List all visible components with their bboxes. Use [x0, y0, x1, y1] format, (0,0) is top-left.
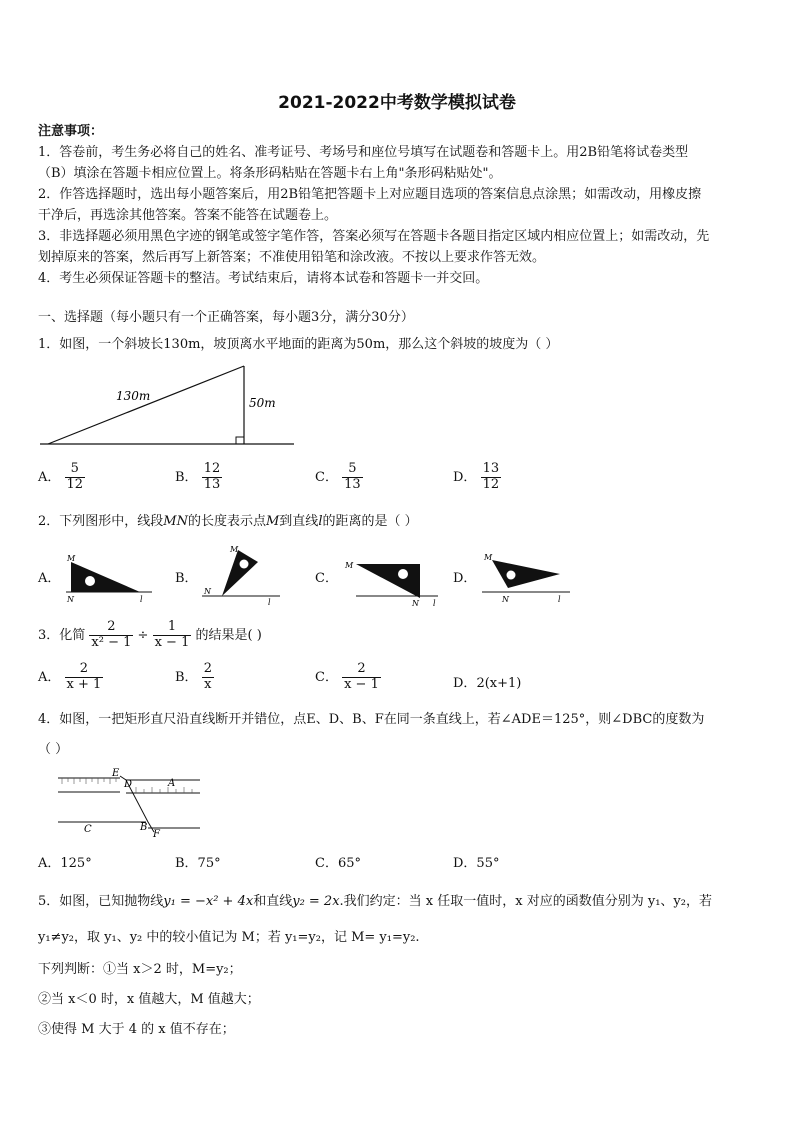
numerator: 2	[203, 661, 212, 676]
q5-text: 5．如图，已知抛物线	[38, 894, 164, 909]
q2-var: M	[265, 514, 280, 529]
q2-stem	[38, 510, 418, 529]
notice-line: （B）填涂在答题卡相应位置上。将条形码粘贴在答题卡右上角"条形码粘贴处"。	[38, 166, 502, 181]
option-c[interactable]	[315, 462, 363, 493]
right-angle-mark	[236, 437, 244, 444]
label-d: D	[124, 779, 133, 790]
option-b[interactable]	[175, 662, 214, 693]
option-d[interactable]: D．	[453, 571, 477, 586]
label-m: M	[484, 553, 493, 562]
option-letter: B．	[175, 469, 198, 485]
fraction	[202, 662, 214, 693]
option-c[interactable]	[315, 662, 381, 693]
option-letter: D．	[453, 676, 477, 691]
q2-var: l	[318, 514, 323, 529]
q2-figure-a	[64, 552, 156, 604]
section-heading: 一、选择题（每小题只有一个正确答案，每小题3分，满分30分）	[38, 310, 414, 325]
denominator: x + 1	[66, 676, 102, 692]
denominator: 12	[66, 476, 84, 492]
option-a[interactable]	[38, 462, 85, 493]
label-l: l	[433, 599, 436, 608]
option-letter: D．	[453, 469, 477, 485]
numerator: 2	[79, 661, 89, 676]
option-letter: C．	[315, 469, 338, 485]
notice-line: 干净后，再选涂其他答案。答案不能答在试题卷上。	[38, 208, 338, 223]
q5-statement: ③使得 M 大于 4 的 x 值不存在；	[38, 1022, 235, 1037]
label-n: N	[67, 595, 74, 604]
numerator: 1	[167, 619, 177, 634]
q2-text: 的距离的是（ ）	[322, 514, 418, 529]
q5-statement: ②当 x＜0 时，x 值越大，M 值越大；	[38, 992, 260, 1007]
q5-formula: y₂ = 2x	[292, 894, 340, 909]
label-e: E	[112, 768, 120, 779]
denominator: x − 1	[344, 676, 379, 692]
denominator: x − 1	[154, 634, 190, 650]
q4-paren: （ ）	[38, 742, 69, 757]
q1-slope-figure	[36, 360, 298, 450]
exam-title: 2021-2022中考数学模拟试卷	[278, 93, 516, 113]
notice-line: 3．非选择题必须用黑色字迹的钢笔或签字笔作答，答案必须写在答题卡各题目指定区域内相应位置上；如需改动，先	[38, 229, 710, 244]
q3-text: 的结果是( )	[195, 627, 262, 643]
q5-text: 下列判断：	[38, 962, 104, 977]
fraction	[153, 620, 192, 651]
option-letter: A．	[38, 669, 61, 685]
fraction	[481, 462, 502, 493]
operator: ÷	[137, 627, 149, 643]
q2-text: 的长度表示点	[187, 514, 266, 529]
option-letter: A．	[38, 469, 61, 485]
denominator: 13	[344, 476, 361, 492]
notice-line: 划掉原来的答案，然后再写上新答案；不准使用铅笔和涂改液。不按以上要求作答无效。	[38, 250, 546, 265]
option-d[interactable]: D．55°	[453, 856, 500, 871]
q3-stem	[38, 620, 262, 651]
option-text: 2(x+1)	[476, 676, 522, 691]
q3-text: 3．化简	[38, 627, 86, 643]
option-a[interactable]: A．125°	[38, 856, 92, 871]
label-m: M	[230, 545, 239, 554]
label-m: M	[67, 554, 76, 563]
q2-text: 2．下列图形中，线段	[38, 514, 164, 529]
q2-text: 到直线	[279, 514, 319, 529]
option-letter: B．	[175, 669, 198, 685]
q2-var: MN	[163, 514, 188, 529]
q2-figure-d	[480, 548, 572, 606]
label-n: N	[502, 595, 509, 604]
slope-line	[48, 366, 244, 444]
option-c[interactable]: C．65°	[315, 856, 361, 871]
option-c[interactable]: C．	[315, 571, 338, 586]
notice-heading: 注意事项：	[38, 124, 104, 139]
numerator: 5	[70, 461, 79, 476]
q5-formula: y₁ = −x² + 4x	[163, 894, 254, 909]
denominator: x	[204, 676, 212, 692]
fraction	[89, 620, 133, 651]
numerator: 12	[203, 461, 221, 476]
height-label: 50m	[249, 396, 276, 410]
label-n: N	[412, 599, 419, 608]
q5-text: .我们约定：当 x 任取一值时，x 对应的函数值分别为 y₁、y₂，若	[339, 894, 712, 909]
denominator: 13	[203, 476, 221, 492]
notice-line: 1．答卷前，考生务必将自己的姓名、准考证号、考场号和座位号填写在试题卷和答题卡上。用2B铅笔将试卷类型	[38, 145, 689, 160]
q2-figure-c	[342, 556, 442, 608]
option-b[interactable]: B．	[175, 571, 198, 586]
label-b: B	[140, 822, 148, 833]
option-a[interactable]	[38, 662, 103, 693]
option-letter: C．	[315, 669, 338, 685]
q5-text: 和直线	[253, 894, 293, 909]
slope-label: 130m	[116, 389, 151, 403]
label-m: M	[345, 561, 354, 570]
q4-ruler-figure	[56, 766, 204, 838]
label-f: F	[153, 829, 160, 838]
label-l: l	[268, 598, 271, 606]
numerator: 5	[348, 461, 357, 476]
fraction	[65, 462, 86, 493]
fraction	[202, 462, 223, 493]
q5-statement: ①当 x＞2 时，M=y₂；	[103, 962, 242, 977]
numerator: 2	[357, 661, 366, 676]
label-a: A	[168, 778, 176, 789]
numerator: 13	[482, 461, 500, 476]
q1-stem: 1．如图，一个斜坡长130m，坡顶离水平地面的距离为50m，那么这个斜坡的坡度为（ ）	[38, 337, 559, 352]
fraction	[342, 662, 381, 693]
fraction	[65, 662, 104, 693]
q5-line2: y₁≠y₂，取 y₁、y₂ 中的较小值记为 M；若 y₁=y₂，记 M= y₁=y₂.	[38, 930, 420, 945]
q2-figure-b	[200, 544, 282, 606]
option-b[interactable]: B．75°	[175, 856, 221, 871]
label-c: C	[84, 824, 92, 835]
option-a[interactable]: A．	[38, 571, 61, 586]
label-l: l	[558, 595, 561, 604]
notice-line: 2．作答选择题时，选出每小题答案后，用2B铅笔把答题卡上对应题目选项的答案信息点涂黑；如需改动，用橡皮擦	[38, 187, 702, 202]
fraction	[342, 462, 363, 493]
q4-stem: 4．如图，一把矩形直尺沿直线断开并错位，点E、D、B、F在同一条直线上，若∠ADE＝125°，则∠DBC的度数为	[38, 712, 705, 727]
label-n: N	[204, 587, 211, 596]
denominator: 12	[482, 476, 500, 492]
option-d[interactable]	[453, 672, 521, 691]
q5-judge	[38, 958, 242, 977]
notice-line: 4．考生必须保证答题卡的整洁。考试结束后，请将本试卷和答题卡一并交回。	[38, 271, 489, 286]
label-l: l	[140, 595, 143, 604]
option-d[interactable]	[453, 462, 501, 493]
denominator: x² − 1	[91, 634, 132, 650]
option-b[interactable]	[175, 462, 222, 493]
numerator: 2	[107, 619, 116, 634]
q5-stem	[38, 890, 712, 909]
